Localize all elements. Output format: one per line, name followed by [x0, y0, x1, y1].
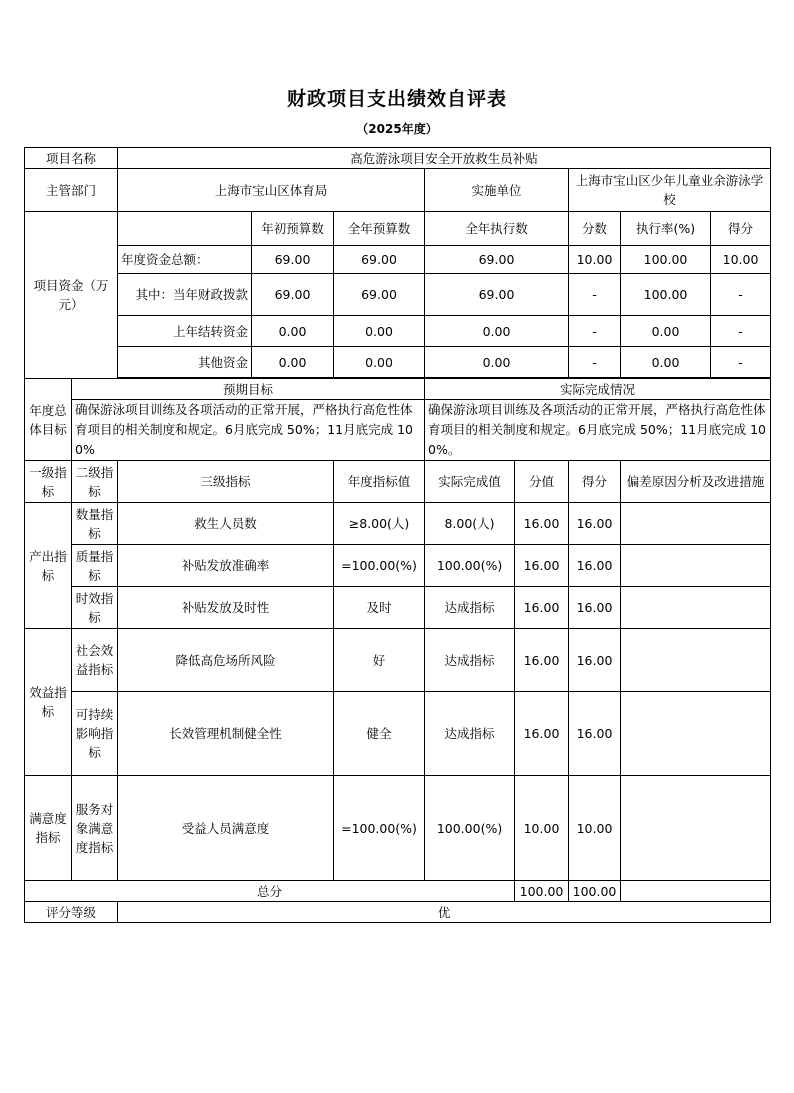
weight-value: 10.00: [515, 776, 569, 881]
project-name-label: 项目名称: [25, 148, 118, 169]
l3-indicator: 降低高危场所风险: [118, 629, 334, 692]
score-value: 16.00: [569, 692, 621, 776]
actual-value: 达成指标: [425, 587, 515, 629]
funds-header-blank: [118, 212, 252, 246]
funds-label: 项目资金（万元）: [25, 212, 118, 379]
funds-row-label: 其他资金: [118, 347, 252, 378]
dept-label: 主管部门: [25, 169, 118, 212]
funds-cell: 0.00: [425, 347, 569, 378]
score-value: 10.00: [569, 776, 621, 881]
total-label: 总分: [25, 881, 515, 902]
ind-header: 一级指标: [25, 461, 72, 503]
weight-value: 16.00: [515, 629, 569, 692]
total-weight: 100.00: [515, 881, 569, 902]
deviation-note: [621, 587, 771, 629]
actual-value: 达成指标: [425, 692, 515, 776]
evaluation-table: [24, 147, 771, 923]
ind-header: 实际完成值: [425, 461, 515, 503]
funds-cell: 69.00: [425, 246, 569, 274]
l2-indicator: 数量指标: [72, 503, 118, 545]
l3-indicator: 补贴发放及时性: [118, 587, 334, 629]
weight-value: 16.00: [515, 503, 569, 545]
funds-cell: 69.00: [425, 274, 569, 316]
l3-indicator: 补贴发放准确率: [118, 545, 334, 587]
deviation-note: [621, 776, 771, 881]
funds-cell: 69.00: [334, 274, 425, 316]
score-value: 16.00: [569, 629, 621, 692]
l2-indicator: 社会效益指标: [72, 629, 118, 692]
l3-indicator: 长效管理机制健全性: [118, 692, 334, 776]
funds-cell: 0.00: [334, 347, 425, 378]
target-value: 健全: [334, 692, 425, 776]
score-value: 16.00: [569, 587, 621, 629]
funds-cell: -: [569, 274, 621, 316]
weight-value: 16.00: [515, 545, 569, 587]
funds-header: 执行率(%): [621, 212, 711, 246]
grade-value: 优: [118, 902, 771, 923]
funds-cell: 69.00: [252, 246, 334, 274]
funds-cell: 0.00: [425, 316, 569, 347]
target-value: 好: [334, 629, 425, 692]
ind-header: 二级指标: [72, 461, 118, 503]
ind-header: 年度指标值: [334, 461, 425, 503]
impl-label: 实施单位: [425, 169, 569, 212]
l1-indicator: 满意度指标: [25, 776, 72, 881]
funds-cell: 0.00: [334, 316, 425, 347]
funds-cell: 0.00: [621, 347, 711, 378]
ind-header: 三级指标: [118, 461, 334, 503]
dept-value: 上海市宝山区体育局: [118, 169, 425, 212]
funds-cell: -: [711, 347, 771, 378]
funds-cell: 0.00: [252, 316, 334, 347]
expected-goal-header: 预期目标: [72, 379, 425, 400]
deviation-note: [621, 545, 771, 587]
year-subtitle: （2025年度）: [356, 122, 438, 136]
actual-value: 100.00(%): [425, 545, 515, 587]
funds-cell: -: [711, 316, 771, 347]
actual-value: 8.00(人): [425, 503, 515, 545]
l2-indicator: 可持续影响指标: [72, 692, 118, 776]
weight-value: 16.00: [515, 692, 569, 776]
target-value: =100.00(%): [334, 545, 425, 587]
deviation-note: [621, 692, 771, 776]
score-value: 16.00: [569, 545, 621, 587]
l2-indicator: 服务对象满意度指标: [72, 776, 118, 881]
funds-row-label: 其中：当年财政拨款: [118, 274, 252, 316]
funds-cell: 69.00: [252, 274, 334, 316]
total-score: 100.00: [569, 881, 621, 902]
funds-cell: -: [711, 274, 771, 316]
funds-cell: 10.00: [711, 246, 771, 274]
funds-cell: -: [569, 347, 621, 378]
funds-cell: 100.00: [621, 246, 711, 274]
funds-cell: 100.00: [621, 274, 711, 316]
l3-indicator: 受益人员满意度: [118, 776, 334, 881]
weight-value: 16.00: [515, 587, 569, 629]
impl-unit: 上海市宝山区少年儿童业余游泳学校: [569, 169, 771, 212]
actual-goal-text: 确保游泳项目训练及各项活动的正常开展，严格执行高危性体育项目的相关制度和规定。6月底完成 50%；11月底完成 100%。: [425, 400, 771, 461]
grade-label: 评分等级: [25, 902, 118, 923]
deviation-note: [621, 629, 771, 692]
expected-goal-text: 确保游泳项目训练及各项活动的正常开展，严格执行高危性体育项目的相关制度和规定。6月底完成 50%；11月底完成 100%: [72, 400, 425, 461]
total-note: [621, 881, 771, 902]
funds-cell: 0.00: [252, 347, 334, 378]
funds-header: 分数: [569, 212, 621, 246]
target-value: =100.00(%): [334, 776, 425, 881]
funds-header: 全年预算数: [334, 212, 425, 246]
l3-indicator: 救生人员数: [118, 503, 334, 545]
funds-cell: 69.00: [334, 246, 425, 274]
funds-cell: 10.00: [569, 246, 621, 274]
ind-header: 得分: [569, 461, 621, 503]
l2-indicator: 质量指标: [72, 545, 118, 587]
actual-goal-header: 实际完成情况: [425, 379, 771, 400]
page-title: 财政项目支出绩效自评表: [286, 88, 507, 110]
l1-indicator: 产出指标: [25, 503, 72, 629]
actual-value: 达成指标: [425, 629, 515, 692]
ind-header: 分值: [515, 461, 569, 503]
funds-cell: 0.00: [621, 316, 711, 347]
deviation-note: [621, 503, 771, 545]
actual-value: 100.00(%): [425, 776, 515, 881]
target-value: 及时: [334, 587, 425, 629]
l2-indicator: 时效指标: [72, 587, 118, 629]
funds-header: 全年执行数: [425, 212, 569, 246]
funds-row-label: 上年结转资金: [118, 316, 252, 347]
target-value: ≥8.00(人): [334, 503, 425, 545]
funds-header: 年初预算数: [252, 212, 334, 246]
l1-indicator: 效益指标: [25, 629, 72, 776]
project-name: 高危游泳项目安全开放救生员补贴: [118, 148, 771, 169]
funds-cell: -: [569, 316, 621, 347]
goals-label: 年度总体目标: [25, 379, 72, 461]
score-value: 16.00: [569, 503, 621, 545]
ind-header: 偏差原因分析及改进措施: [621, 461, 771, 503]
funds-header: 得分: [711, 212, 771, 246]
funds-row-label: 年度资金总额：: [118, 246, 252, 274]
